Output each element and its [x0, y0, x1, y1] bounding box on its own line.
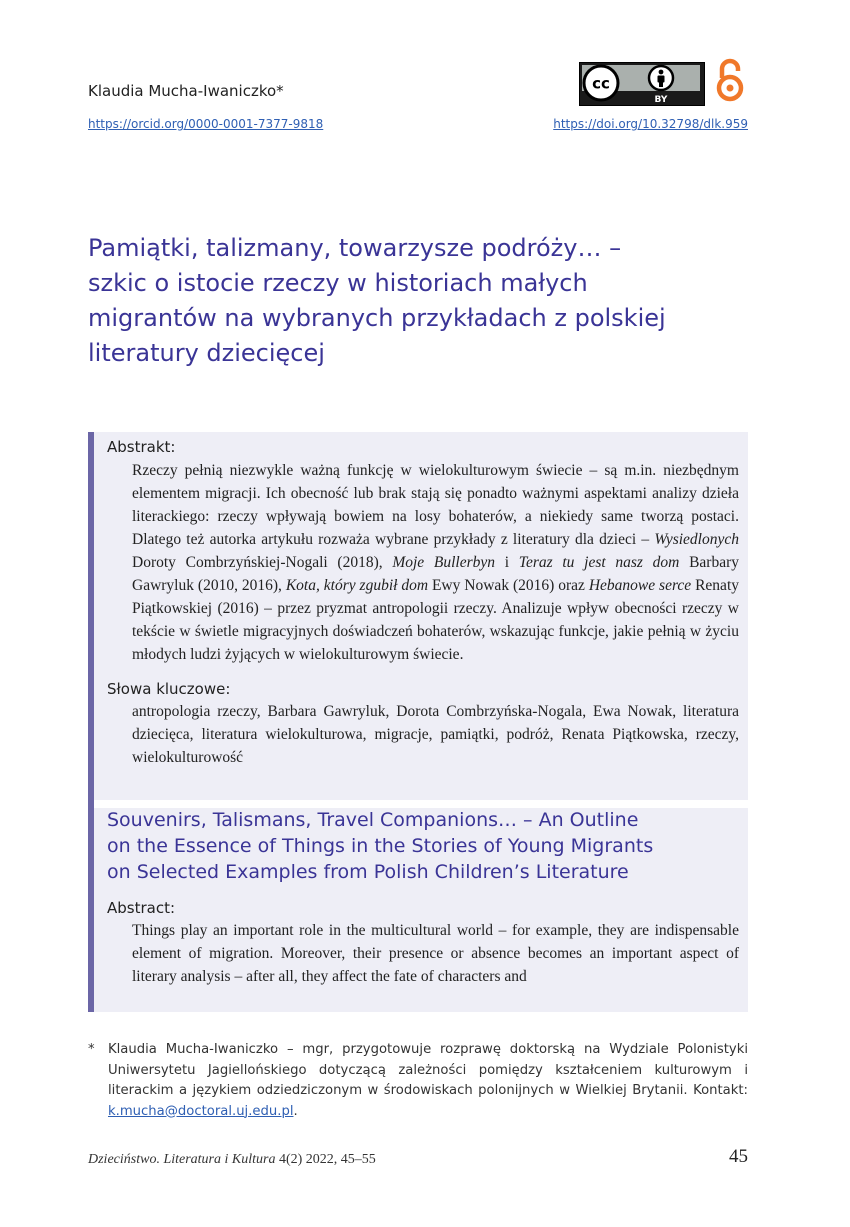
abstract-en-heading: Abstract:	[107, 899, 176, 917]
english-title-line: Souvenirs, Talismans, Travel Companions… – An Outline	[107, 809, 639, 831]
title-line: migrantów na wybranych przykładach z polskiej	[88, 304, 666, 332]
english-title-line: on the Essence of Things in the Stories of Young Migrants	[107, 835, 654, 857]
email-link[interactable]: k.mucha@doctoral.uj.edu.pl	[108, 1103, 294, 1119]
cc-by-license-badge[interactable]	[579, 62, 705, 106]
abstract-pl-heading: Abstrakt:	[107, 438, 176, 456]
author-footnote: * Klaudia Mucha-Iwaniczko – mgr, przygotowuje rozprawę doktorską na Wydziale Polonistyki Uniwersytetu Jagiellońskiego dotyczącą zależności pomiędzy kształceniem kulturowym i literackim a językiem odziedziczonym w środowiskach polonijnych w Wielkiej Brytanii. Kontakt: k.mucha@doctoral.uj.edu.pl.	[88, 1042, 748, 1119]
orcid-link[interactable]: https://orcid.org/0000-0001-7377-9818	[88, 117, 324, 131]
title-line: szkic o istocie rzeczy w historiach małych	[88, 269, 588, 297]
title-line: literatury dziecięcej	[88, 339, 325, 367]
abstract-accent-bar	[88, 432, 94, 1012]
keywords-pl-heading: Słowa kluczowe:	[107, 680, 231, 698]
english-title	[107, 807, 739, 885]
cc-by-icon	[580, 63, 704, 105]
author-name: Klaudia Mucha-Iwaniczko*	[88, 82, 284, 100]
doi-link[interactable]: https://doi.org/10.32798/dlk.959	[553, 117, 748, 131]
open-access-icon	[714, 58, 746, 102]
abstract-box	[88, 432, 748, 1012]
abstract-en-text: Things play an important role in the multicultural world – for example, they are indispensable element of migration. Moreover, their presence or absence becomes an important aspect of literary analysis – after all, they affect the fate of characters and	[132, 922, 739, 985]
journal-citation: Dzieciństwo. Literatura i Kultura 4(2) 2022, 45–55	[88, 1152, 376, 1167]
english-title-line: on Selected Examples from Polish Children’s Literature	[107, 861, 629, 883]
page-number: 45	[729, 1146, 748, 1167]
title-line: Pamiątki, talizmany, towarzysze podróży… –	[88, 234, 622, 262]
cc-text: cc	[592, 74, 610, 93]
box-divider	[94, 800, 748, 808]
keywords-pl-text: antropologia rzeczy, Barbara Gawryluk, Dorota Combrzyńska-Nogala, Ewa Nowak, literatura dziecięca, literatura wielokulturowa, migracje, pamiątki, podróż, Renata Piątkowska, rzeczy, wielokulturowość	[132, 703, 739, 766]
footnote-marker: *	[88, 1042, 95, 1057]
by-text: BY	[654, 95, 668, 105]
article-title	[88, 231, 748, 371]
footnote-text: Klaudia Mucha-Iwaniczko – mgr, przygotowuje rozprawę doktorską na Wydziale Polonistyki Uniwersytetu Jagiellońskiego dotyczącą zależności pomiędzy kształceniem kulturowym i literackim a językiem odziedziczonym w środowiskach polonijnych w Wielkiej Brytanii. Kontakt:	[108, 1042, 748, 1098]
abstract-pl-text: Rzeczy pełnią niezwykle ważną funkcję w wielokulturowym świecie – są m.in. niezbędnym elementem migracji. Ich obecność lub brak stają się ponadto ważnymi aspektami analizy dzieła literackiego: rzeczy wpływają bowiem na losy bohaterów, a niekiedy same tworzą postaci. Dlatego też autorka artykułu rozważa wybrane przykłady z literatury dla dzieci – Wysiedlonych Doroty Combrzyńskiej-Nogali (2018), Moje Bullerbyn i Teraz tu jest nasz dom Barbary Gawryluk (2010, 2016), Kota, który zgubił dom Ewy Nowak (2016) oraz Hebanowe serce Renaty Piątkowskiej (2016) – przez pryzmat antropologii rzeczy. Analizuje wpływ obecności rzeczy w tekście w świetle migracyjnych doświadczeń bohaterów, wskazując funkcje, jakie pełnią w życiu młodych ludzi żyjących w wielokulturowym świecie.	[132, 462, 739, 663]
